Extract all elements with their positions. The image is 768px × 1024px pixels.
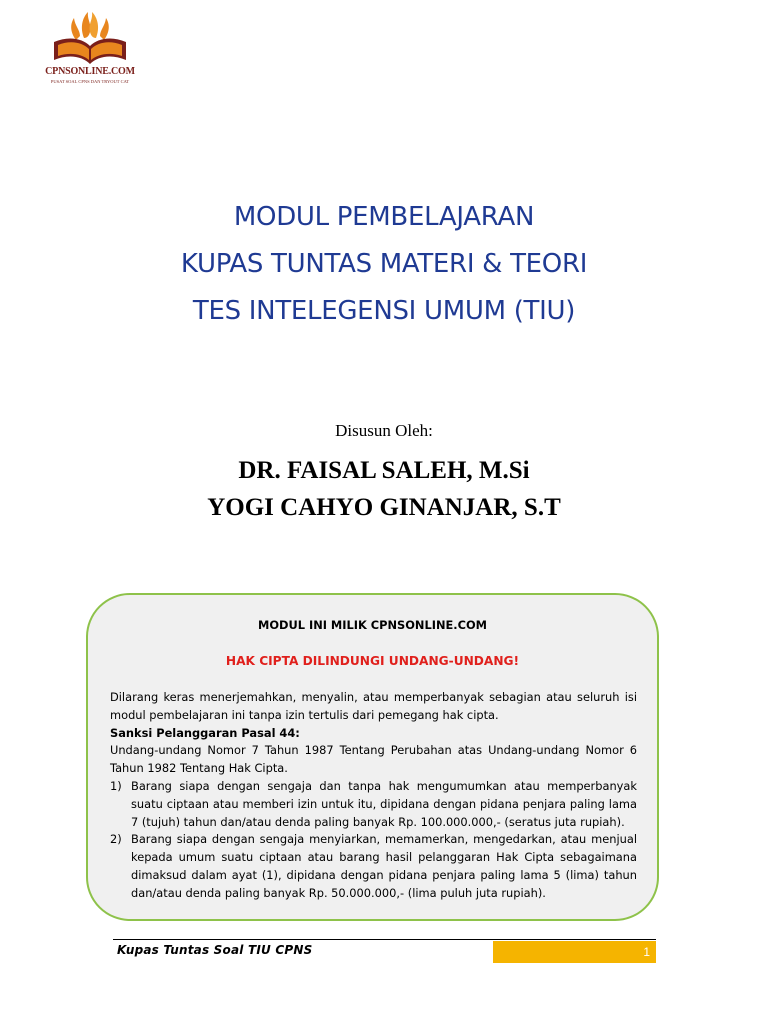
page-number: 1 — [493, 941, 656, 963]
cpnsonline-logo — [40, 8, 140, 88]
list-item-text: Barang siapa dengan sengaja dan tanpa hak mengumumkan atau memperbanyak suatu ciptaan atau memberi izin untuk itu, dipidana dengan pidana penjara paling lama 7 (tujuh) tahun dan/atau denda paling banyak Rp. 100.000.000,- (seratus juta rupiah). — [131, 778, 637, 829]
notice-body — [110, 689, 637, 903]
list-item — [110, 831, 637, 902]
author-name: DR. FAISAL SALEH, M.Si — [238, 457, 530, 484]
sanksi-heading: Sanksi Pelanggaran Pasal 44: — [110, 725, 300, 740]
logo-tagline: PUSAT SOAL CPNS DAN TRYOUT CAT — [50, 79, 130, 84]
copyright-notice-box — [86, 593, 659, 921]
logo-name: CPNSONLINE.COM — [45, 66, 135, 77]
author-name: YOGI CAHYO GINANJAR, S.T — [207, 494, 561, 521]
list-item — [110, 778, 637, 831]
notice-owner: MODUL INI MILIK CPNSONLINE.COM — [258, 618, 487, 632]
book-flame-icon — [40, 8, 140, 66]
list-item-number: 2) — [110, 832, 122, 847]
document-title — [0, 194, 768, 335]
list-item-text: Barang siapa dengan sengaja menyiarkan, memamerkan, mengedarkan, atau menjual kepada umum suatu ciptaan atau barang hasil pelanggaran Hak Cipta sebagaimana dimaksud dalam ayat (1), dipidana dengan pidana penjara paling lama 5 (lima) tahun dan/atau denda paling banyak Rp. 50.000.000,- (lima puluh juta rupiah). — [131, 832, 637, 900]
law-reference: Undang-undang Nomor 7 Tahun 1987 Tentang Perubahan atas Undang-undang Nomor 6 Tahun 1982 Tentang Hak Cipta. — [110, 743, 637, 776]
copyright-warning: HAK CIPTA DILINDUNGI UNDANG-UNDANG! — [225, 654, 520, 668]
penalty-list — [110, 778, 637, 903]
footer-title: Kupas Tuntas Soal TIU CPNS — [117, 943, 313, 957]
title-line-2: KUPAS TUNTAS MATERI & TEORI — [180, 249, 588, 279]
notice-intro: Dilarang keras menerjemahkan, menyalin, atau memperbanyak sebagian atau seluruh isi modul pembelajaran ini tanpa izin tertulis dari pemegang hak cipta. — [110, 690, 637, 722]
title-line-1: MODUL PEMBELAJARAN — [233, 202, 535, 232]
page-footer — [113, 939, 656, 964]
title-line-3: TES INTELEGENSI UMUM (TIU) — [192, 296, 576, 326]
list-item-number: 1) — [110, 778, 122, 793]
byline: Disusun Oleh: — [335, 421, 433, 440]
author-block — [0, 420, 768, 526]
